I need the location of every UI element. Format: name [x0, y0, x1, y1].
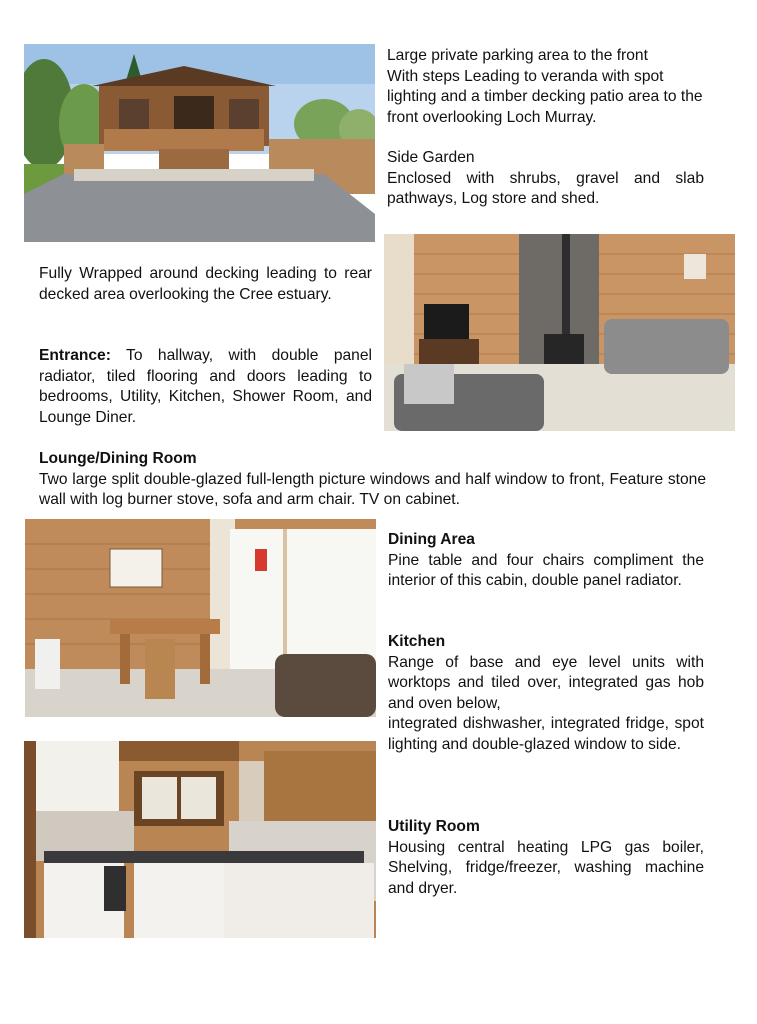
entrance-text: To hallway, with double panel radiator, tiled flooring and doors leading to bedrooms, Utility, Kitchen, Shower Room, and Lounge Diner.	[39, 347, 372, 426]
parking-text	[387, 46, 707, 128]
entrance-section	[39, 346, 372, 428]
lounge-text: Two large split double-glazed full-length picture windows and half window to front, Feature stone wall with log burner stove, sofa and arm chair. TV on cabinet.	[39, 470, 706, 509]
kitchen-text-1: Range of base and eye level units with worktops and tiled over, integrated gas hob and oven below,	[388, 653, 704, 712]
side-garden-text: Enclosed with shrubs, gravel and slab pathways, Log store and shed.	[387, 169, 704, 208]
utility-text: Housing central heating LPG gas boiler, Shelving, fridge/freezer, washing machine and dryer.	[388, 838, 704, 897]
entrance-paragraph	[39, 346, 372, 428]
kitchen-photo	[24, 741, 376, 938]
lounge-heading: Lounge/Dining Room	[39, 450, 197, 467]
parking-line-2: With steps Leading to veranda with spot lighting and a timber decking patio area to the front overlooking Loch Murray.	[387, 67, 703, 126]
dining-photo	[25, 519, 376, 717]
side-garden-section	[387, 148, 704, 210]
kitchen-heading: Kitchen	[388, 633, 446, 650]
side-garden-heading: Side Garden	[387, 149, 475, 166]
entrance-heading: Entrance:	[39, 347, 111, 364]
decking-text: Fully Wrapped around decking leading to rear decked area overlooking the Cree estuary.	[39, 265, 372, 303]
kitchen-text-2: integrated dishwasher, integrated fridge, spot lighting and double-glazed window to side.	[388, 715, 704, 753]
dining-section	[388, 530, 704, 592]
parking-line-1: Large private parking area to the front	[387, 47, 648, 64]
utility-heading: Utility Room	[388, 818, 480, 835]
utility-section	[388, 817, 704, 899]
dining-text: Pine table and four chairs compliment the interior of this cabin, double panel radiator.	[388, 551, 704, 590]
kitchen-section	[388, 632, 704, 756]
lounge-photo	[384, 234, 735, 431]
dining-heading: Dining Area	[388, 531, 475, 548]
exterior-photo	[24, 44, 375, 242]
decking-section	[39, 264, 372, 305]
lounge-section	[39, 449, 706, 511]
